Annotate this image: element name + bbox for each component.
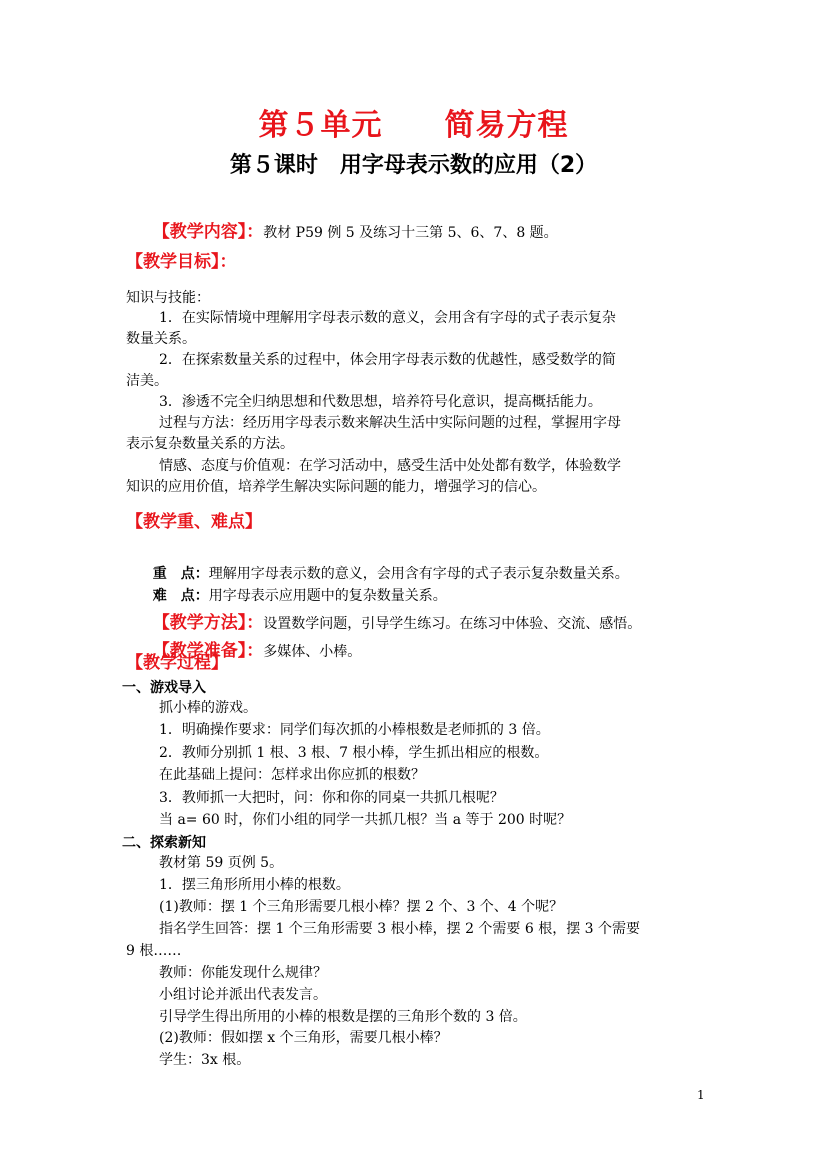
part2-line: 教材第 59 页例 5。 bbox=[159, 855, 284, 871]
part2-heading: 二、探索新知 bbox=[122, 835, 206, 851]
part1-line: 3．教师抓一大把时，问：你和你的同桌一共抓几根呢？ bbox=[159, 790, 504, 806]
part2-line: 小组讨论并派出代表发言。 bbox=[159, 987, 327, 1003]
page-number: 1 bbox=[697, 1088, 705, 1102]
prep-label: 【教学准备】： bbox=[152, 641, 264, 661]
goal-line: 数量关系。 bbox=[126, 331, 196, 347]
part1-line: 抓小棒的游戏。 bbox=[159, 700, 257, 716]
part2-line: (1)教师：摆 1 个三角形需要几根小棒？摆 2 个、3 个、4 个呢？ bbox=[159, 899, 564, 915]
content-label: 【教学内容】： bbox=[152, 222, 264, 242]
part2-line: 教师：你能发现什么规律？ bbox=[159, 965, 327, 981]
part2-line: 引导学生得出所用的小棒的根数是摆的三角形个数的 3 倍。 bbox=[159, 1009, 527, 1025]
part2-line: 学生：3x 根。 bbox=[159, 1052, 251, 1068]
part2-line: 1．摆三角形所用小棒的根数。 bbox=[159, 877, 350, 893]
goal-line: 表示复杂数量关系的方法。 bbox=[126, 436, 294, 452]
goal-line: 2．在探索数量关系的过程中，体会用字母表示数的优越性，感受数学的简 bbox=[159, 352, 616, 368]
goal-line: 1．在实际情境中理解用字母表示数的意义，会用含有字母的式子表示复杂 bbox=[159, 310, 616, 326]
key-point-text: 理解用字母表示数的意义，会用含有字母的式子表示复杂数量关系。 bbox=[208, 566, 629, 582]
key-label: 【教学重、难点】 bbox=[126, 512, 262, 532]
part2-line: 9 根…… bbox=[126, 943, 182, 959]
goal-line: 知识与技能： bbox=[126, 290, 210, 306]
difficult-text: 用字母表示应用题中的复杂数量关系。 bbox=[208, 588, 447, 604]
prep-text: 多媒体、小棒。 bbox=[263, 644, 362, 660]
part1-line: 当 a= 60 时，你们小组的同学一共抓几根？当 a 等于 200 时呢？ bbox=[159, 812, 572, 828]
method-text: 设置数学问题，引导学生练习。在练习中体验、交流、感悟。 bbox=[263, 616, 642, 632]
key-point-label: 重 点： bbox=[152, 566, 209, 582]
difficult-label: 难 点： bbox=[152, 588, 209, 604]
unit-title: 第５单元 简易方程 bbox=[258, 108, 569, 143]
part1-line: 1．明确操作要求：同学们每次抓的小棒根数是老师抓的 3 倍。 bbox=[159, 722, 550, 738]
method-label: 【教学方法】： bbox=[152, 613, 264, 633]
part1-line: 2．教师分别抓 1 根、3 根、7 根小棒，学生抓出相应的根数。 bbox=[159, 745, 549, 761]
process-label: 【教学过程】 bbox=[126, 653, 228, 673]
goal-line: 情感、态度与价值观：在学习活动中，感受生活中处处都有数学，体验数学 bbox=[159, 458, 621, 474]
goals-label: 【教学目标】： bbox=[126, 252, 237, 272]
goal-line: 知识的应用价值，培养学生解决实际问题的能力，增强学习的信心。 bbox=[126, 479, 546, 495]
part2-line: (2)教师：假如摆 x 个三角形，需要几根小棒？ bbox=[159, 1030, 448, 1046]
content-text: 教材 P59 例 5 及练习十三第 5、6、7、8 题。 bbox=[263, 225, 558, 241]
part1-heading: 一、游戏导入 bbox=[122, 680, 206, 696]
goal-line: 过程与方法：经历用字母表示数来解决生活中实际问题的过程，掌握用字母 bbox=[159, 415, 621, 431]
part1-line: 在此基础上提问：怎样求出你应抓的根数？ bbox=[159, 767, 425, 783]
goal-line: 3．渗透不完全归纳思想和代数思想，培养符号化意识，提高概括能力。 bbox=[159, 394, 602, 410]
lesson-title: 第５课时 用字母表示数的应用（2） bbox=[229, 153, 598, 178]
goal-line: 洁美。 bbox=[126, 373, 168, 389]
part2-line: 指名学生回答：摆 1 个三角形需要 3 根小棒，摆 2 个需要 6 根，摆 3 个需要 bbox=[159, 921, 641, 937]
